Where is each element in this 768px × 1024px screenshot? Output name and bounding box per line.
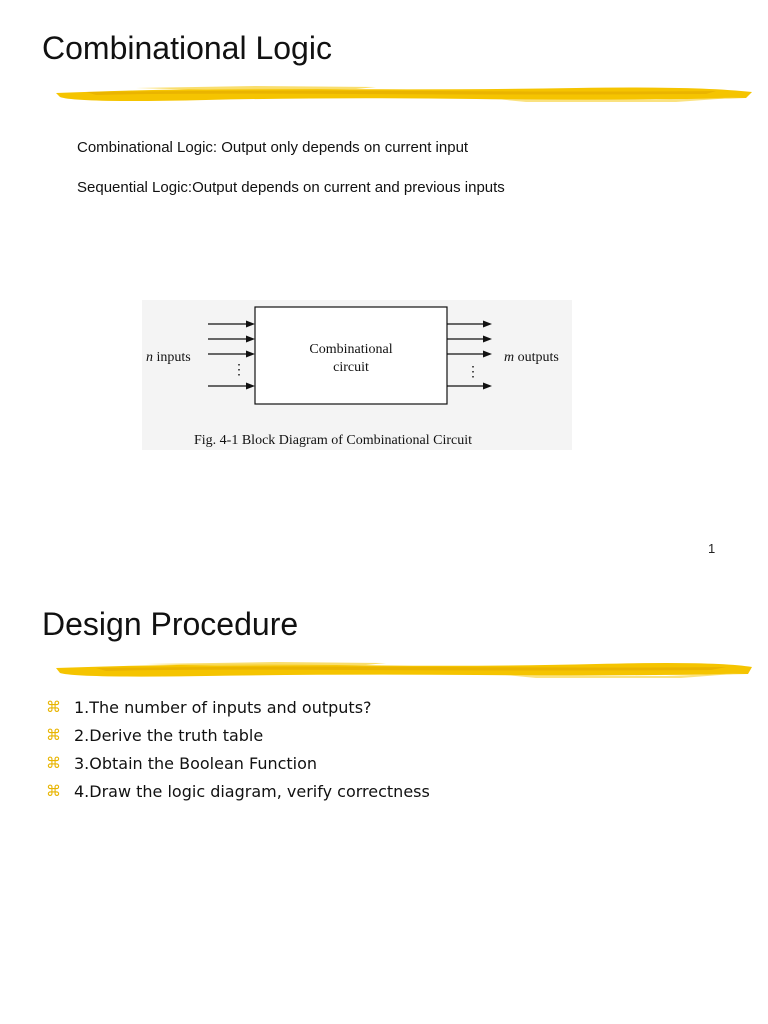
inputs-word: inputs xyxy=(153,350,191,365)
block-diagram-figure xyxy=(142,300,572,450)
output-dots: ⋮ xyxy=(466,365,480,380)
list-item xyxy=(46,693,430,721)
command-key-bullet-icon: ⌘ xyxy=(46,726,61,744)
command-key-bullet-icon: ⌘ xyxy=(46,754,61,772)
list-item-text: 2.Derive the truth table xyxy=(74,725,264,745)
list-item-text: 4.Draw the logic diagram, verify correctness xyxy=(74,781,430,801)
box-label-line-1: Combinational xyxy=(309,342,393,357)
page-number: 1 xyxy=(708,541,716,556)
figure-caption: Fig. 4-1 Block Diagram of Combinational Circuit xyxy=(194,433,473,448)
inputs-label xyxy=(146,350,191,365)
title-underline-brush xyxy=(56,655,752,681)
box-label-line-2: circuit xyxy=(333,360,369,375)
list-item xyxy=(46,721,430,749)
list-item xyxy=(46,749,430,777)
outputs-word: outputs xyxy=(514,350,559,365)
slide-2 xyxy=(0,580,768,1024)
command-key-bullet-icon: ⌘ xyxy=(46,698,61,716)
inputs-variable: n xyxy=(146,350,153,365)
title-underline-brush xyxy=(56,79,752,105)
input-dots: ⋮ xyxy=(232,363,246,378)
slide-title: Combinational Logic xyxy=(42,30,332,66)
outputs-label xyxy=(504,350,559,365)
list-item-text: 1.The number of inputs and outputs? xyxy=(74,697,372,717)
sequential-definition: Sequential Logic:Output depends on current and previous inputs xyxy=(77,179,505,196)
list-item xyxy=(46,777,430,805)
slide-title: Design Procedure xyxy=(42,606,299,642)
outputs-variable: m xyxy=(504,350,515,365)
combinational-definition: Combinational Logic: Output only depends on current input xyxy=(77,139,469,156)
command-key-bullet-icon: ⌘ xyxy=(46,782,61,800)
design-steps-list xyxy=(46,693,430,805)
list-item-text: 3.Obtain the Boolean Function xyxy=(74,753,318,773)
